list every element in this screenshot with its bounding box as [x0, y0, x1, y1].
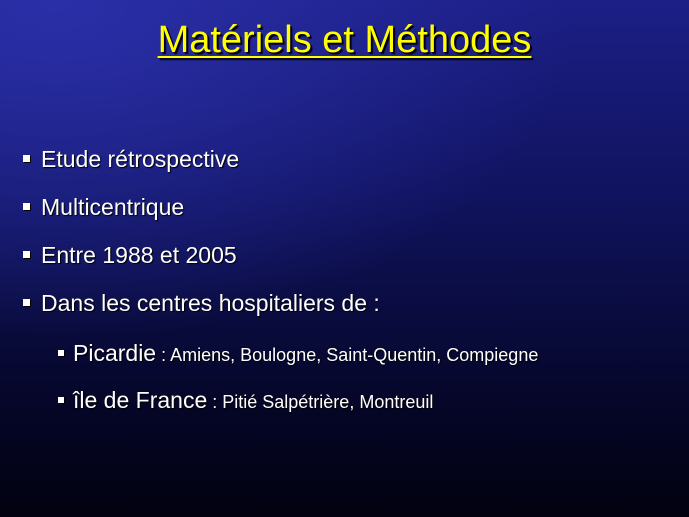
bullet-item: [23, 240, 237, 270]
slide-title: Matériels et Méthodes: [157, 19, 532, 61]
sub-bullet-detail: : Amiens, Boulogne, Saint-Quentin, Compiegne: [156, 345, 539, 365]
sub-bullet-item: [58, 338, 538, 370]
square-bullet-icon: [23, 203, 30, 210]
square-bullet-icon: [23, 299, 30, 306]
sub-bullet-detail: : Pitié Salpétrière, Montreuil: [207, 392, 434, 412]
bullet-item: [23, 192, 184, 222]
square-bullet-icon: [23, 155, 30, 162]
bullet-item: [23, 144, 239, 174]
square-bullet-icon: [58, 350, 64, 356]
sub-bullet-item: [58, 385, 433, 417]
sub-bullet-region: île de France: [73, 387, 208, 413]
bullet-text: Entre 1988 et 2005: [41, 242, 237, 268]
bullet-text: Etude rétrospective: [41, 146, 240, 172]
square-bullet-icon: [23, 251, 30, 258]
square-bullet-icon: [58, 397, 64, 403]
sub-bullet-region: Picardie: [73, 340, 157, 366]
bullet-item: [23, 288, 380, 318]
bullet-text: Multicentrique: [41, 194, 185, 220]
bullet-text: Dans les centres hospitaliers de :: [41, 290, 380, 316]
